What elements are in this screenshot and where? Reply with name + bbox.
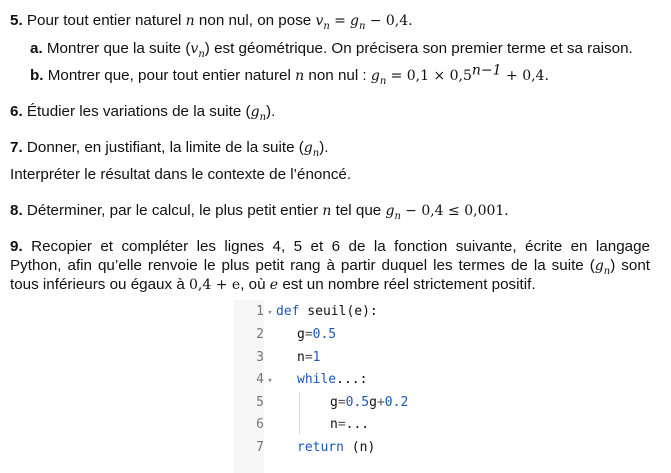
q5b-text2: non nul : bbox=[308, 67, 367, 84]
q5b-n: n bbox=[295, 68, 305, 84]
q9-expr: 0,4 + e bbox=[189, 277, 241, 293]
keyword-while: while bbox=[297, 372, 337, 387]
code-var: g bbox=[369, 395, 377, 410]
q8-number: 8. bbox=[10, 202, 23, 219]
q9-number: 9. bbox=[10, 238, 23, 255]
q5a-text2: ) est géométrique. On précisera son premier terme et sa raison. bbox=[204, 40, 633, 57]
q9-line3c: est un nombre réel strictement positif. bbox=[282, 276, 536, 293]
q9-line3b: , où bbox=[240, 276, 266, 293]
code-number: 1 bbox=[312, 350, 321, 365]
code-line-7 bbox=[234, 437, 375, 459]
code-var: n bbox=[330, 417, 338, 432]
line-number: 2 bbox=[256, 327, 264, 342]
q8-statement bbox=[10, 201, 509, 221]
q6-number: 6. bbox=[10, 103, 23, 120]
keyword-def: def bbox=[276, 304, 300, 319]
q5-rhs: − 0,4. bbox=[369, 13, 413, 29]
code-number: 0.5 bbox=[312, 327, 337, 342]
q5b-text1: Montrer que, pour tout entier naturel bbox=[47, 67, 291, 84]
fold-toggle-icon[interactable]: ▾ bbox=[267, 376, 273, 386]
q5b-statement bbox=[30, 62, 549, 87]
code-number: 0.5 bbox=[345, 395, 370, 410]
q6-text2: ). bbox=[266, 103, 276, 120]
q5b-label: b. bbox=[30, 67, 44, 84]
q7-statement bbox=[10, 138, 329, 158]
q9-e: e bbox=[269, 277, 279, 293]
q6-statement bbox=[10, 102, 275, 122]
q9-line2b: ) sont bbox=[610, 257, 650, 274]
code-text: ... bbox=[345, 417, 370, 432]
q9-line1-text: Recopier et compléter les lignes 4, 5 et 6 de la fonction suivante, écrite en langage bbox=[31, 238, 650, 255]
code-text: (n) bbox=[343, 440, 376, 455]
code-op: = bbox=[337, 417, 346, 432]
code-var: n bbox=[297, 350, 305, 365]
q7-text1: Donner, en justifiant, la limite de la suite ( bbox=[26, 139, 304, 156]
code-editor[interactable] bbox=[234, 300, 434, 473]
line-number: 5 bbox=[256, 395, 264, 410]
q9-line2a: Python, afin qu’elle renvoie le plus petit rang à partir duquel les termes de la suite ( bbox=[10, 257, 595, 274]
q5-mid: non nul, on pose bbox=[198, 12, 312, 29]
line-number: 3 bbox=[256, 350, 264, 365]
q8-g: $g_n$ bbox=[385, 203, 401, 222]
q9-line1 bbox=[10, 237, 650, 257]
code-line-1 bbox=[234, 301, 378, 323]
code-op: = bbox=[304, 327, 313, 342]
q7-interpretation: Interpréter le résultat dans le contexte de l’énoncé. bbox=[10, 166, 352, 183]
q7-number: 7. bbox=[10, 139, 23, 156]
code-text: ...: bbox=[336, 372, 368, 387]
q9-line3 bbox=[10, 275, 536, 295]
q5-v: $v_n$ bbox=[315, 13, 330, 32]
code-line-4 bbox=[234, 369, 367, 391]
line-number: 6 bbox=[256, 417, 264, 432]
code-var: g bbox=[330, 395, 338, 410]
line-number: 7 bbox=[256, 440, 264, 455]
q5-number: 5. bbox=[10, 12, 23, 29]
q5a-text1: Montrer que la suite ( bbox=[46, 40, 191, 57]
q5-statement bbox=[10, 11, 413, 31]
q5-intro: Pour tout entier naturel bbox=[26, 12, 182, 29]
q5-g: $g_n$ bbox=[350, 13, 366, 32]
code-op: = bbox=[337, 395, 346, 410]
code-text: seuil(e): bbox=[299, 304, 378, 319]
line-number: 4 bbox=[256, 372, 264, 387]
q5a-v: $v_n$ bbox=[190, 41, 205, 60]
fold-toggle-icon[interactable]: ▾ bbox=[267, 308, 273, 318]
q7-g: $g_n$ bbox=[303, 140, 320, 159]
q8-text2: tel que bbox=[335, 202, 382, 219]
q9-line2 bbox=[10, 256, 650, 276]
code-line-2 bbox=[234, 324, 336, 346]
q5b-g: $g_n$ bbox=[370, 68, 387, 87]
q6-text1: Étudier les variations de la suite ( bbox=[26, 103, 251, 120]
q5a-label: a. bbox=[30, 40, 43, 57]
code-op: + bbox=[376, 395, 385, 410]
q5-n: n bbox=[185, 13, 195, 29]
q8-text1: Déterminer, par le calcul, le plus petit entier bbox=[26, 202, 319, 219]
line-number: 1 bbox=[256, 304, 264, 319]
q8-n: n bbox=[322, 203, 332, 219]
code-line-3 bbox=[234, 347, 320, 369]
q7-text2: ). bbox=[319, 139, 329, 156]
q5-eq: = bbox=[334, 13, 346, 29]
q6-g: $g_n$ bbox=[250, 104, 267, 123]
code-op: = bbox=[304, 350, 313, 365]
code-line-5 bbox=[234, 392, 408, 414]
q9-line3a: tous inférieurs ou égaux à bbox=[10, 276, 185, 293]
q5b-formula: = $0,1 \times 0,5^{n-1} + 0,4$. bbox=[390, 62, 549, 84]
code-var: g bbox=[297, 327, 305, 342]
code-line-6 bbox=[234, 414, 369, 436]
q9-g: $g_n$ bbox=[594, 258, 611, 277]
q8-ineq: − 0,4 ≤ 0,001. bbox=[405, 203, 509, 219]
code-number: 0.2 bbox=[384, 395, 409, 410]
q5a-statement bbox=[30, 39, 633, 59]
keyword-return: return bbox=[297, 440, 344, 455]
